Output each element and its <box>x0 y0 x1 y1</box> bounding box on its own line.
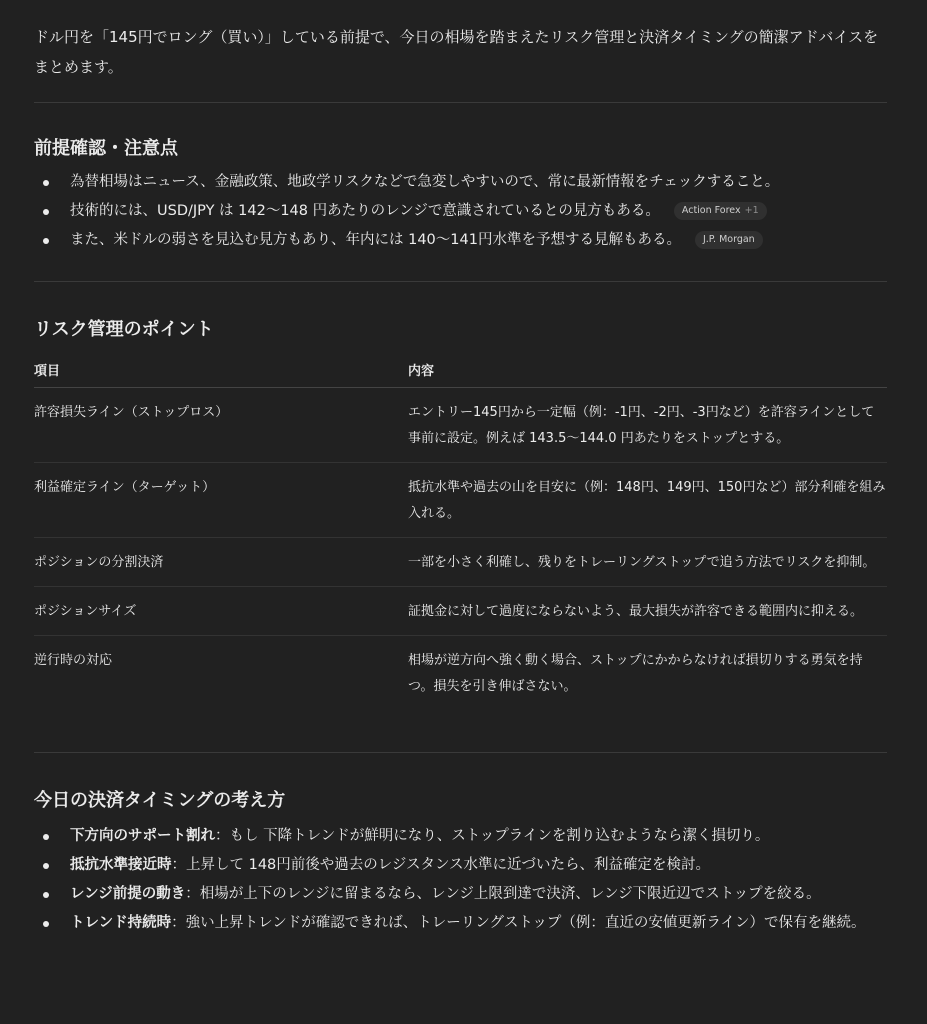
table-row <box>34 636 887 711</box>
table-cell-item: ポジションサイズ <box>34 587 408 636</box>
bullet-dot <box>43 180 49 186</box>
list-item-text: ：もし 下降トレンドが鮮明になり、ストップラインを割り込むようなら潔く損切り。 <box>215 828 770 844</box>
section-title-risk: リスク管理のポイント <box>34 319 214 340</box>
list-item-text: ：相場が上下のレンジに留まるなら、レンジ上限到達で決済、レンジ下限近辺でストップを絞る。 <box>185 886 821 902</box>
list-item-text: 為替相場はニュース、金融政策、地政学リスクなどで急変しやすいので、常に最新情報をチェックすること。 <box>70 174 780 190</box>
list-item-lead: レンジ前提の動き <box>70 886 186 902</box>
table-row <box>34 463 887 538</box>
table-row <box>34 587 887 636</box>
table-cell-content: 相場が逆方向へ強く動く場合、ストップにかからなければ損切りする勇気を持つ。損失を引き伸ばさない。 <box>408 653 863 694</box>
bullet-dot <box>43 238 49 244</box>
section-title-timing: 今日の決済タイミングの考え方 <box>34 790 286 811</box>
premise-list <box>34 168 887 255</box>
list-item-text: また、米ドルの弱さを見込む見方もあり、年内には 140〜141円水準を予想する見解もある。 <box>70 232 681 248</box>
bullet-dot <box>43 921 49 927</box>
source-chip-action-forex[interactable] <box>674 202 767 220</box>
bullet-dot <box>43 892 49 898</box>
source-chip-label: J.P. Morgan <box>702 234 755 245</box>
list-item <box>34 226 887 255</box>
list-item-text: ：強い上昇トレンドが確認できれば、トレーリングストップ（例：直近の安値更新ライン）で保有を継続。 <box>171 915 866 931</box>
list-item-lead: 下方向のサポート割れ <box>70 828 215 844</box>
section-title-premise: 前提確認・注意点 <box>34 138 178 159</box>
column-header-content: 内容 <box>408 351 887 388</box>
list-item <box>34 822 887 851</box>
list-item <box>34 851 887 880</box>
list-item <box>34 880 887 909</box>
column-header-item: 項目 <box>34 351 408 388</box>
list-item-lead: トレンド持続時 <box>70 915 172 931</box>
source-chip-jp-morgan[interactable] <box>695 231 763 249</box>
table-cell-content: エントリー145円から一定幅（例：-1円、-2円、-3円など）を許容ラインとして事前に設定。例えば 143.5〜144.0 円あたりをストップとする。 <box>408 388 887 463</box>
table-header-row <box>34 351 887 388</box>
table-cell-item: 利益確定ライン（ターゲット） <box>34 463 408 538</box>
table-cell-item: 許容損失ライン（ストップロス） <box>34 388 408 463</box>
table-cell-content: 証拠金に対して過度にならないよう、最大損失が許容できる範囲内に抑える。 <box>408 587 887 636</box>
list-item <box>34 168 887 197</box>
table-cell-content: 一部を小さく利確し、残りをトレーリングストップで追う方法でリスクを抑制。 <box>408 538 887 587</box>
bullet-dot <box>43 863 49 869</box>
source-chip-count: +1 <box>744 205 759 216</box>
bullet-dot <box>43 209 49 215</box>
table-cell-item: ポジションの分割決済 <box>34 538 408 587</box>
list-item-lead: 抵抗水準接近時 <box>70 857 172 873</box>
timing-list <box>34 822 887 938</box>
table-row <box>34 388 887 463</box>
list-item <box>34 197 887 226</box>
risk-table <box>34 351 887 710</box>
divider <box>34 281 887 282</box>
list-item <box>34 909 887 938</box>
table-cell-item: 逆行時の対応 <box>34 653 113 668</box>
list-item-text: 技術的には、USD/JPY は 142〜148 円あたりのレンジで意識されているとの見方もある。 <box>70 203 660 219</box>
divider <box>34 102 887 103</box>
table-cell-content: 抵抗水準や過去の山を目安に（例：148円、149円、150円など）部分利確を組み入れる。 <box>408 463 887 538</box>
source-chip-label: Action Forex <box>681 205 741 216</box>
table-row <box>34 538 887 587</box>
divider <box>34 752 887 753</box>
bullet-dot <box>43 834 49 840</box>
intro-paragraph: ドル円を「145円でロング（買い）」している前提で、今日の相場を踏まえたリスク管理と決済タイミングの簡潔アドバイスをまとめます。 <box>34 28 879 76</box>
list-item-text: ：上昇して 148円前後や過去のレジスタンス水準に近づいたら、利益確定を検討。 <box>171 857 711 873</box>
